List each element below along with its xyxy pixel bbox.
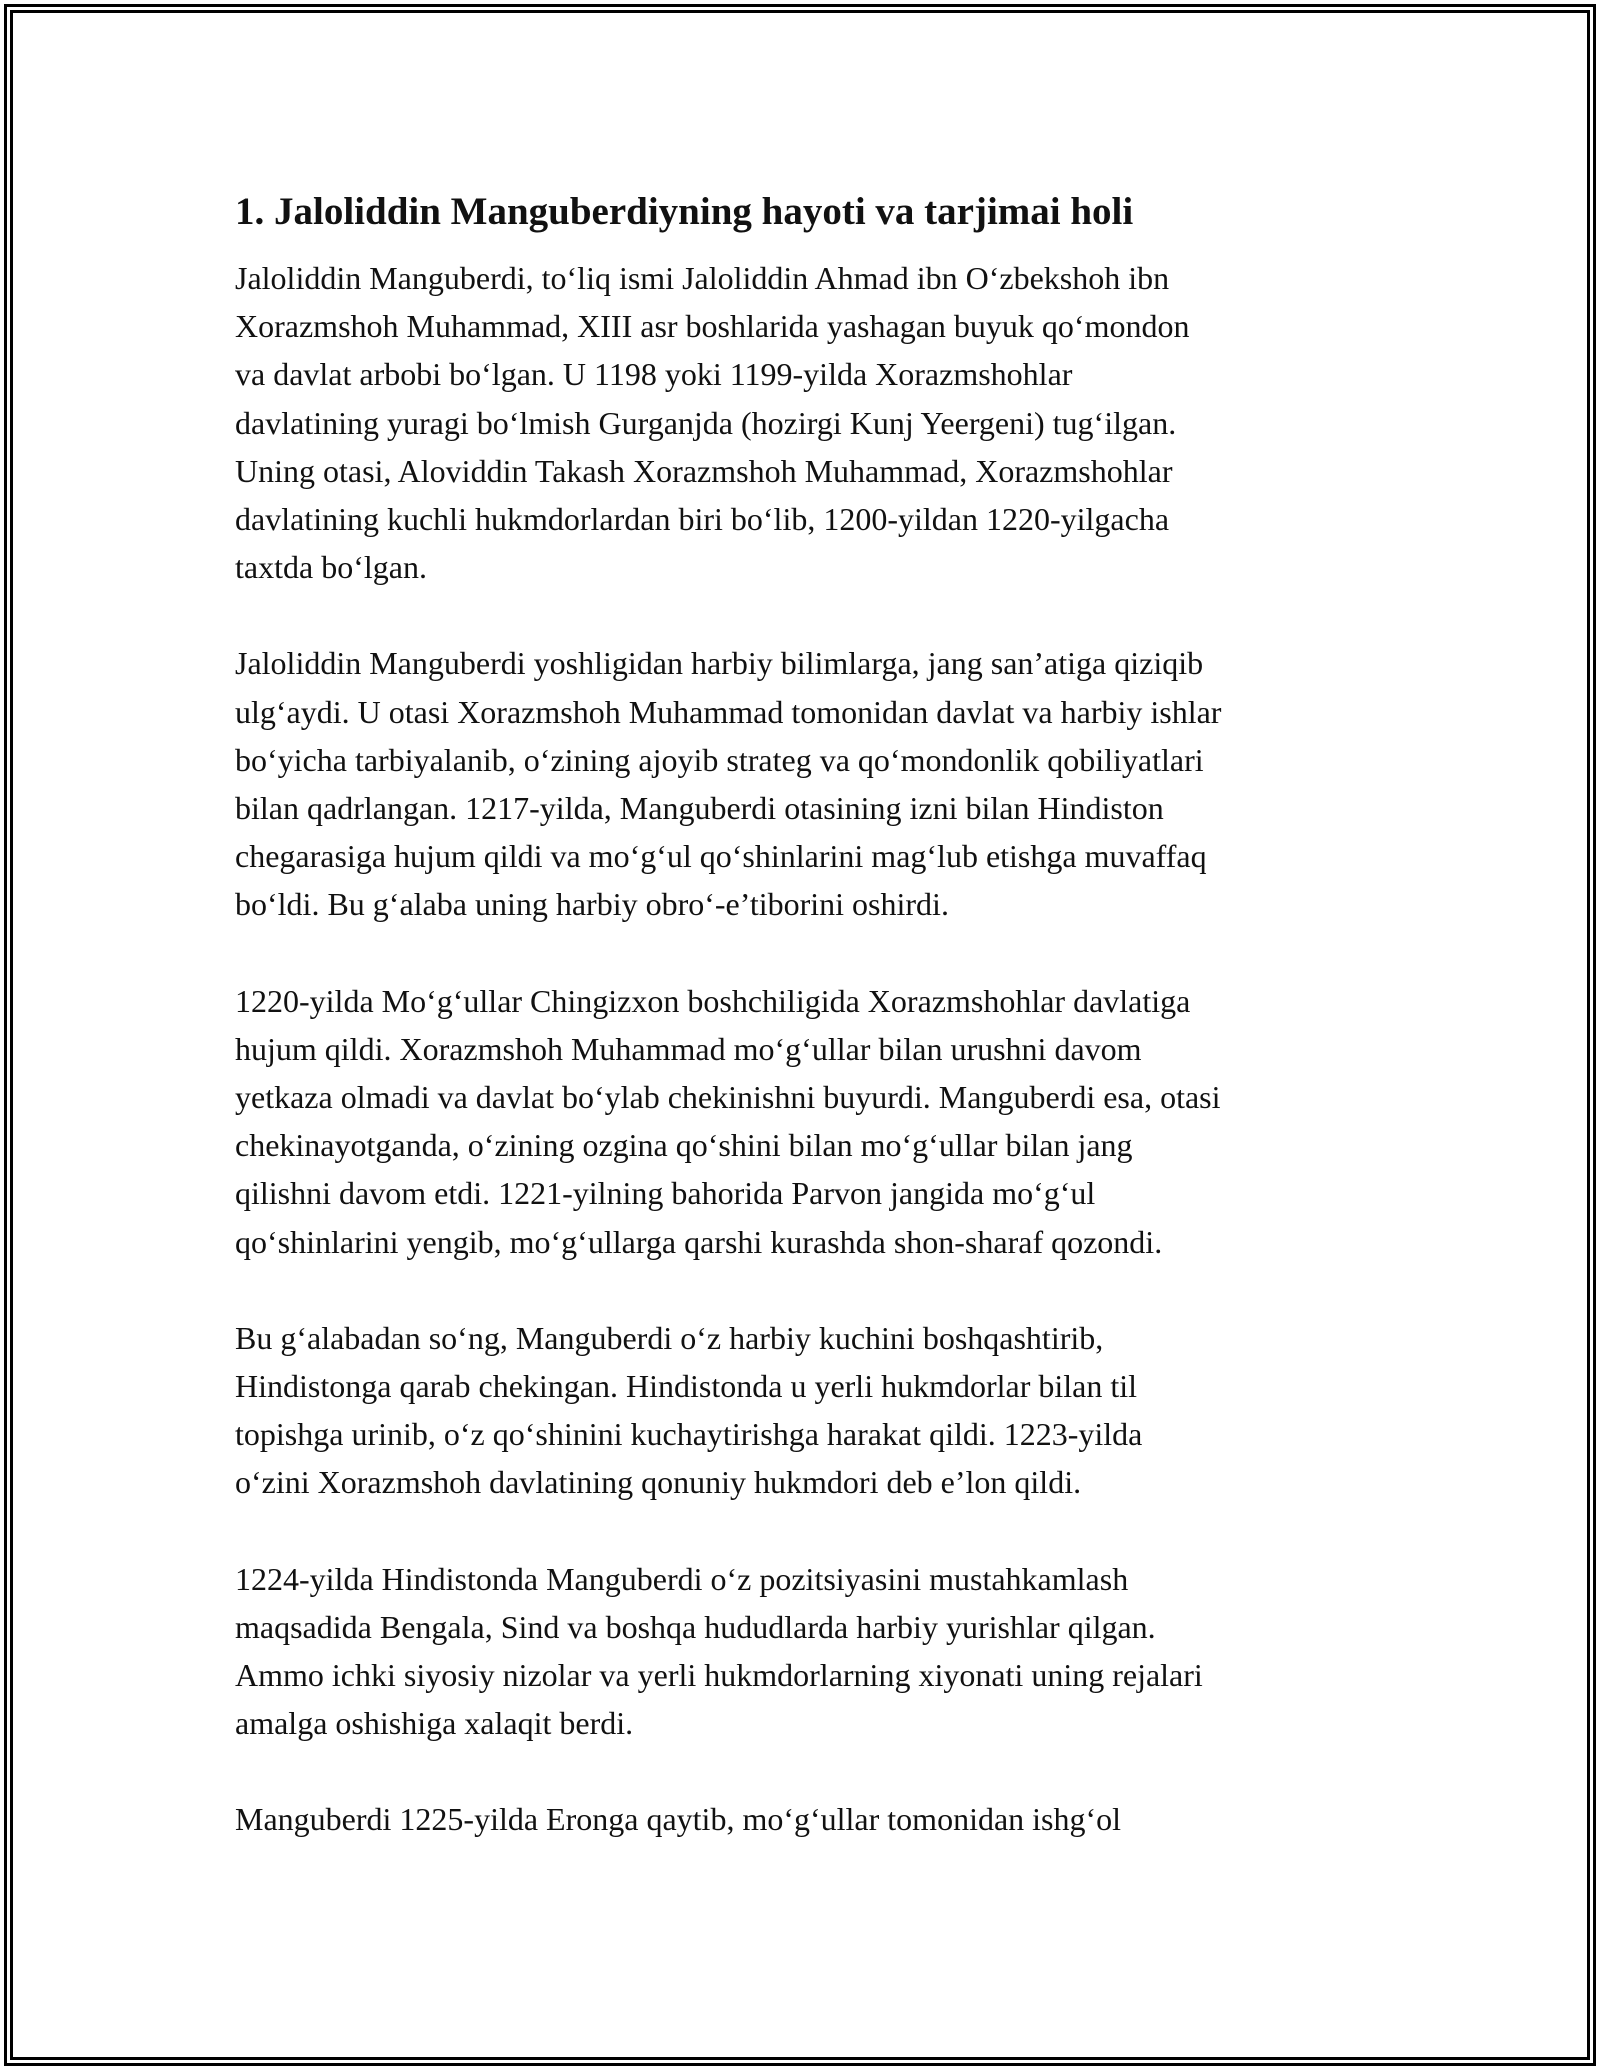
text-line: Jaloliddin Manguberdi yoshligidan harbiy bilimlarga, jang san’atiga qiziqib: [235, 645, 1204, 682]
text-line: qilishni davom etdi. 1221-yilning bahorida Parvon jangida mo‘g‘ul: [235, 1175, 1096, 1212]
text-line: Bu g‘alabadan so‘ng, Manguberdi o‘z harbiy kuchini boshqashtirib,: [235, 1319, 1104, 1356]
text-line: bo‘ldi. Bu g‘alaba uning harbiy obro‘-e’tiborini oshirdi.: [235, 886, 949, 923]
paragraph-3: [235, 977, 1375, 1266]
paragraph-1: [235, 254, 1375, 591]
text-line: yetkaza olmadi va davlat bo‘ylab chekinishni buyurdi. Manguberdi esa, otasi: [235, 1079, 1221, 1116]
text-line: o‘zini Xorazmshoh davlatining qonuniy hukmdori deb e’lon qildi.: [235, 1464, 1082, 1501]
text-line: ulg‘aydi. U otasi Xorazmshoh Muhammad tomonidan davlat va harbiy ishlar: [235, 693, 1222, 730]
text-line: davlatining kuchli hukmdorlardan biri bo‘lib, 1200-yildan 1220-yilgacha: [235, 501, 1170, 538]
text-line: amalga oshishiga xalaqit berdi.: [235, 1705, 634, 1742]
text-line: qo‘shinlarini yengib, mo‘g‘ullarga qarshi kurashda shon-sharaf qozondi.: [235, 1223, 1163, 1260]
text-line: davlatining yuragi bo‘lmish Gurganjda (hozirgi Kunj Yeergeni) tug‘ilgan.: [235, 404, 1177, 441]
text-line: Ammo ichki siyosiy nizolar va yerli hukmdorlarning xiyonati uning rejalari: [235, 1657, 1203, 1694]
section-heading: 1. Jaloliddin Manguberdiyning hayoti va tarjimai holi: [235, 190, 1134, 233]
text-line: chegarasiga hujum qildi va mo‘g‘ul qo‘shinlarini mag‘lub etishga muvaffaq: [235, 838, 1207, 875]
text-line: 1224-yilda Hindistonda Manguberdi o‘z pozitsiyasini mustahkamlash: [235, 1560, 1129, 1597]
text-line: taxtda bo‘lgan.: [235, 549, 427, 586]
text-line: hujum qildi. Xorazmshoh Muhammad mo‘g‘ullar bilan urushni davom: [235, 1030, 1142, 1067]
text-line: Uning otasi, Aloviddin Takash Xorazmshoh Muhammad, Xorazmshohlar: [235, 452, 1173, 489]
text-line: bilan qadrlangan. 1217-yilda, Manguberdi otasining izni bilan Hindiston: [235, 790, 1164, 827]
paragraph-2: [235, 639, 1375, 928]
paragraph-4: [235, 1314, 1375, 1507]
text-line: maqsadida Bengala, Sind va boshqa hududlarda harbiy yurishlar qilgan.: [235, 1608, 1156, 1645]
document-body: [235, 184, 1375, 1892]
text-line: bo‘yicha tarbiyalanib, o‘zining ajoyib strateg va qo‘mondonlik qobiliyatlari: [235, 741, 1204, 778]
text-line: va davlat arbobi bo‘lgan. U 1198 yoki 1199-yilda Xorazmshohlar: [235, 356, 1073, 393]
text-line: Jaloliddin Manguberdi, to‘liq ismi Jaloliddin Ahmad ibn O‘zbekshoh ibn: [235, 260, 1170, 296]
paragraph-5: [235, 1555, 1375, 1748]
text-line: Hindistonga qarab chekingan. Hindistonda u yerli hukmdorlar bilan til: [235, 1368, 1138, 1405]
text-line: Xorazmshoh Muhammad, XIII asr boshlarida yashagan buyuk qo‘mondon: [235, 308, 1190, 345]
text-line: topishga urinib, o‘z qo‘shinini kuchaytirishga harakat qildi. 1223-yilda: [235, 1416, 1143, 1453]
text-line: chekinayotganda, o‘zining ozgina qo‘shini bilan mo‘g‘ullar bilan jang: [235, 1127, 1133, 1164]
text-line: 1220-yilda Mo‘g‘ullar Chingizxon boshchiligida Xorazmshohlar davlatiga: [235, 982, 1191, 1019]
paragraph-6: [235, 1795, 1375, 1843]
text-line: Manguberdi 1225-yilda Eronga qaytib, mo‘g‘ullar tomonidan ishg‘ol: [235, 1801, 1122, 1838]
